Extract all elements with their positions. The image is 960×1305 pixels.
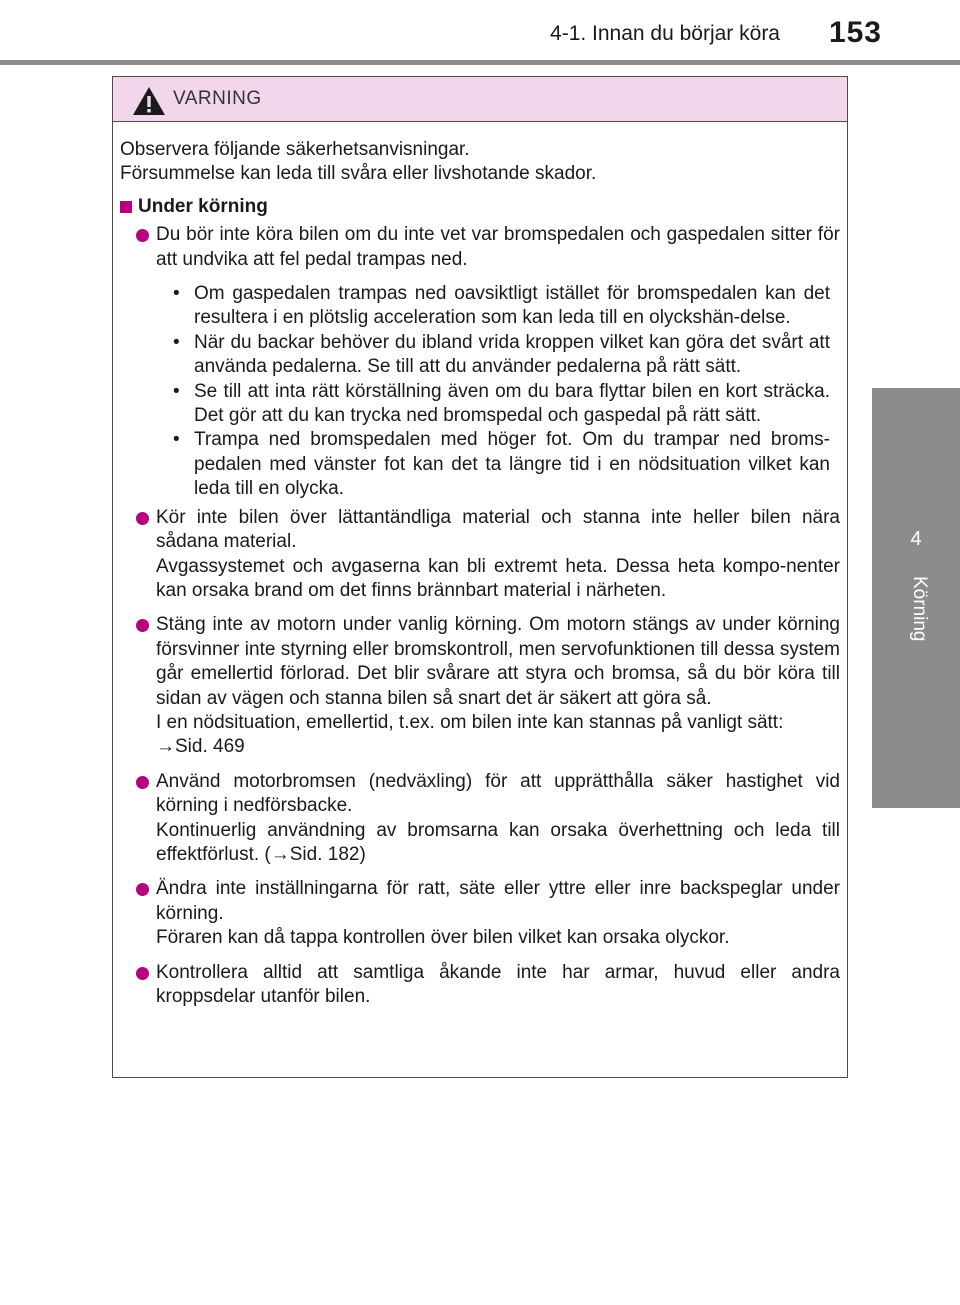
sub-list-item bbox=[156, 282, 830, 331]
warning-title: VARNING bbox=[173, 88, 262, 109]
bullet-dot-icon bbox=[136, 883, 149, 896]
warning-intro bbox=[120, 138, 840, 187]
warning-body bbox=[113, 138, 847, 1009]
item-paragraph: Kontrollera alltid att samtliga åkande inte har armar, huvud eller andra kroppsdelar utanför bilen. bbox=[156, 961, 840, 1007]
bullet-dot-icon bbox=[136, 229, 149, 242]
item-paragraph: Använd motorbromsen (nedväxling) för att upprätthålla säker hastighet vid körning i nedförsbacke. bbox=[156, 770, 840, 817]
sub-list bbox=[156, 282, 840, 502]
bullet-mark: • bbox=[173, 283, 180, 305]
bullet-mark: • bbox=[173, 331, 180, 353]
list-item bbox=[120, 506, 840, 604]
bullet-dot-icon bbox=[136, 967, 149, 980]
chapter-tab bbox=[872, 388, 960, 808]
sub-item-text: Trampa ned bromspedalen med höger fot. Om du trampar ned broms-pedalen med vänster fot kan det ta längre tid i en nödsituation vilket kan leda till en olycka. bbox=[194, 429, 830, 500]
item-paragraph: Föraren kan då tappa kontrollen över bilen vilket kan orsaka olyckor. bbox=[156, 927, 730, 949]
section-heading bbox=[120, 195, 840, 219]
square-bullet-icon bbox=[120, 201, 132, 213]
section-title: 4-1. Innan du börjar köra bbox=[550, 22, 780, 45]
sub-item-text: När du backar behöver du ibland vrida kroppen vilket kan göra det svårt att använda pedalerna. Se till att du använder pedalerna på rätt sätt. bbox=[194, 331, 830, 378]
bullet-dot-icon bbox=[136, 512, 149, 525]
chapter-label: Körning bbox=[909, 576, 930, 642]
item-paragraph: I en nödsituation, emellertid, t.ex. om bilen inte kan stannas på vanligt sätt: bbox=[156, 711, 784, 733]
section-heading-text: Under körning bbox=[138, 195, 268, 217]
intro-line: Observera följande säkerhetsanvisningar. bbox=[120, 139, 470, 160]
list-item bbox=[120, 613, 840, 759]
item-paragraph: Du bör inte köra bilen om du inte vet var bromspedalen och gaspedalen sitter för att undvika att fel pedal trampas ned. bbox=[156, 224, 840, 270]
list-item bbox=[120, 223, 840, 501]
sub-list-item bbox=[156, 380, 830, 429]
list-item bbox=[120, 877, 840, 950]
bullet-mark: • bbox=[173, 429, 180, 451]
item-paragraph: Kontinuerlig användning av bromsarna kan orsaka överhettning och leda till effektförlust. (→Sid. 182) bbox=[156, 819, 840, 865]
header-divider bbox=[0, 60, 960, 65]
list-item bbox=[120, 961, 840, 1010]
sub-item-text: Se till att inta rätt körställning även om du bara flyttar bilen en kort sträcka. Det gör att du kan trycka ned bromspedal och gaspedal på rätt sätt. bbox=[194, 380, 830, 427]
chapter-number: 4 bbox=[910, 528, 922, 550]
warning-triangle-icon bbox=[132, 86, 166, 116]
sub-list-item bbox=[156, 331, 830, 380]
item-paragraph: Kör inte bilen över lättantändliga material och stanna inte heller bilen nära sådana material. bbox=[156, 506, 840, 553]
warning-header bbox=[113, 77, 847, 122]
intro-line: Försummelse kan leda till svåra eller livshotande skador. bbox=[120, 163, 597, 185]
item-paragraph: Stäng inte av motorn under vanlig körning. Om motorn stängs av under körning försvinner inte styrning eller bromskontroll, men servofunktionen till dessa system går emellertid förlorad. Det blir svårare att styra och bromsa, så du bör köra till sidan av vägen och stanna bilen så snart det är säkert att göra så. bbox=[156, 614, 840, 709]
item-paragraph: Ändra inte inställningarna för ratt, säte eller yttre eller inre backspeglar under körning. bbox=[156, 878, 840, 924]
sub-list-item bbox=[156, 428, 830, 501]
bullet-mark: • bbox=[173, 380, 180, 402]
bullet-dot-icon bbox=[136, 776, 149, 789]
page-number: 153 bbox=[828, 16, 882, 49]
list-item bbox=[120, 770, 840, 868]
warning-box bbox=[112, 76, 848, 1078]
sub-item-text: Om gaspedalen trampas ned oavsiktligt istället för bromspedalen kan det resultera i en plötslig acceleration som kan leda till en olyckshän-delse. bbox=[194, 283, 830, 329]
bullet-dot-icon bbox=[136, 619, 149, 632]
page-reference: →Sid. 469 bbox=[156, 736, 245, 758]
item-paragraph: Avgassystemet och avgaserna kan bli extremt heta. Dessa heta kompo-nenter kan orsaka brand om det finns brännbart material i närheten. bbox=[156, 555, 840, 601]
